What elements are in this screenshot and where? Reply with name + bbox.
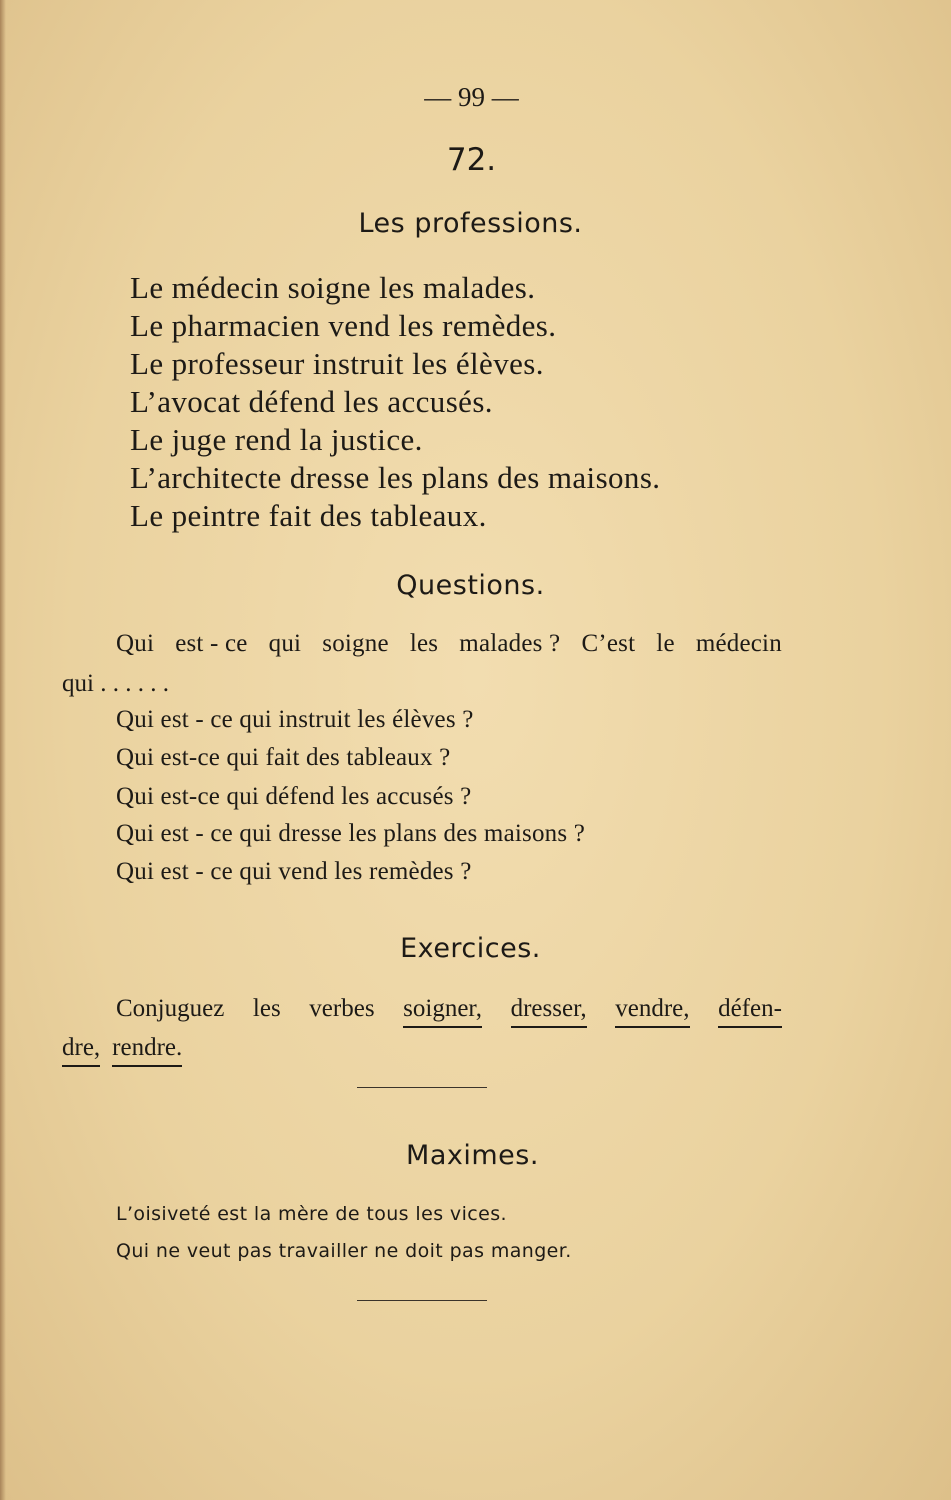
underlined-verb: défen- [718, 995, 782, 1028]
maxim-line: Qui ne veut pas travailler ne doit pas manger. [116, 1240, 572, 1262]
word: qui [268, 630, 302, 657]
lesson-line: Le médecin soigne les malades. [130, 270, 536, 305]
word: le [656, 630, 675, 657]
question-first-line [116, 630, 782, 658]
lesson-number: 72. [446, 142, 497, 178]
word: médecin [695, 630, 782, 657]
exercises-title: Exercices. [400, 933, 541, 964]
word: les [252, 995, 281, 1022]
question-line: Qui est-ce qui fait des tableaux ? [116, 744, 451, 771]
end-divider [357, 1300, 487, 1301]
underlined-verb: vendre, [615, 995, 689, 1028]
questions-title: Questions. [396, 570, 545, 601]
word: verbes [309, 995, 375, 1022]
exercise-line [116, 995, 782, 1023]
word: malades ? [459, 630, 561, 657]
question-continuation: qui . . . . . . [62, 670, 169, 697]
question-line: Qui est - ce qui instruit les élèves ? [116, 706, 474, 733]
lesson-line: L’architecte dresse les plans des maisons. [130, 460, 661, 495]
word: C’est [581, 630, 636, 657]
maxims-title: Maximes. [406, 1140, 539, 1171]
underlined-verb: dre, [62, 1034, 100, 1067]
underlined-verb: dresser, [511, 995, 587, 1028]
lesson-line: Le professeur instruit les élèves. [130, 346, 544, 381]
word: soigne [322, 630, 389, 657]
word: Conjuguez [116, 995, 225, 1022]
question-line: Qui est - ce qui vend les remèdes ? [116, 858, 472, 885]
lesson-line: Le peintre fait des tableaux. [130, 498, 487, 533]
underlined-verb: soigner, [403, 995, 482, 1028]
question-line: Qui est-ce qui défend les accusés ? [116, 783, 472, 810]
underlined-verb: rendre. [112, 1034, 182, 1067]
section-divider [357, 1087, 487, 1088]
page-number: — 99 — [424, 82, 519, 112]
lesson-line: Le pharmacien vend les remèdes. [130, 308, 557, 343]
lesson-line: L’avocat défend les accusés. [130, 384, 493, 419]
word: est - ce [175, 630, 248, 657]
lesson-title: Les professions. [358, 208, 583, 239]
question-line: Qui est - ce qui dresse les plans des maisons ? [116, 820, 586, 847]
exercise-continuation [62, 1034, 194, 1062]
word: les [409, 630, 439, 657]
maxim-line: L’oisiveté est la mère de tous les vices. [116, 1203, 507, 1225]
word: Qui [116, 630, 155, 657]
lesson-line: Le juge rend la justice. [130, 422, 423, 457]
